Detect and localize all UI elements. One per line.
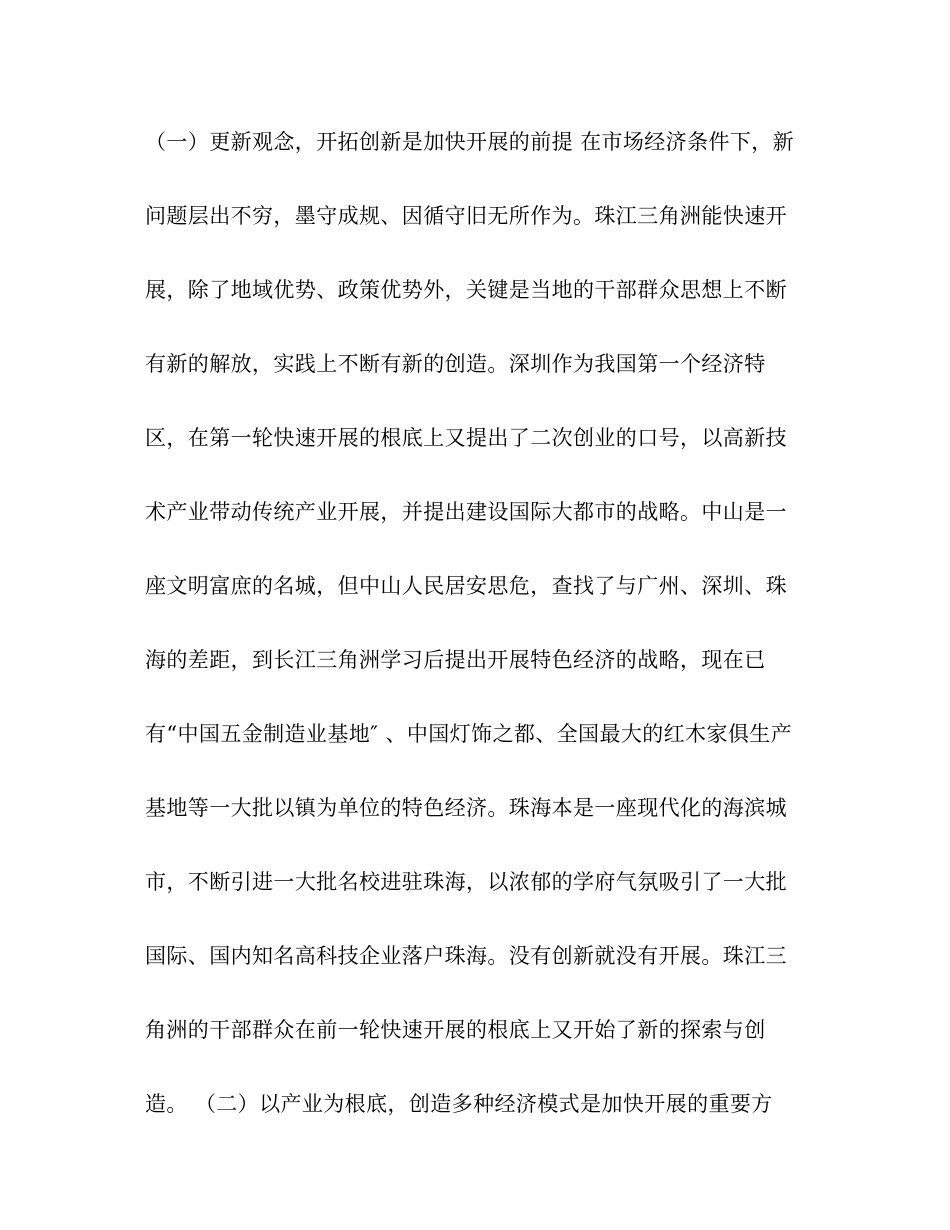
text-line-8: 海的差距，到长江三角洲学习后提出开展特色经济的战略，现在已 <box>145 648 766 672</box>
text-line-12: 国际、国内知名高科技企业落户珠海。没有创新就没有开展。珠江三 <box>145 944 787 968</box>
text-line-1: （一）更新观念，开拓创新是加快开展的前提 在市场经济条件下，新 <box>145 130 795 154</box>
text-line-10: 基地等一大批以镇为单位的特色经济。珠海本是一座现代化的海滨城 <box>145 796 787 820</box>
text-line-4: 有新的解放，实践上不断有新的创造。深圳作为我国第一个经济特 <box>145 352 766 376</box>
text-line-7: 座文明富庶的名城，但中山人民居安思危，查找了与广州、深圳、珠 <box>145 574 787 598</box>
text-line-3: 展，除了地域优势、政策优势外，关键是当地的干部群众思想上不断 <box>145 278 787 302</box>
text-line-13: 角洲的干部群众在前一轮快速开展的根底上又开始了新的探索与创 <box>145 1018 766 1042</box>
text-line-9: 有“中国五金制造业基地″ 、中国灯饰之都、全国最大的红木家俱生产 <box>145 722 793 746</box>
text-line-2: 问题层出不穷，墨守成规、因循守旧无所作为。珠江三角洲能快速开 <box>145 204 787 228</box>
text-line-5: 区，在第一轮快速开展的根底上又提出了二次创业的口号，以高新技 <box>145 426 787 450</box>
text-line-6: 术产业带动传统产业开展，并提出建设国际大都市的战略。中山是一 <box>145 500 787 524</box>
text-line-14: 造。 （二）以产业为根底，创造多种经济模式是加快开展的重要方 <box>145 1092 773 1116</box>
text-line-11: 市，不断引进一大批名校进驻珠海，以浓郁的学府气氛吸引了一大批 <box>145 870 787 894</box>
